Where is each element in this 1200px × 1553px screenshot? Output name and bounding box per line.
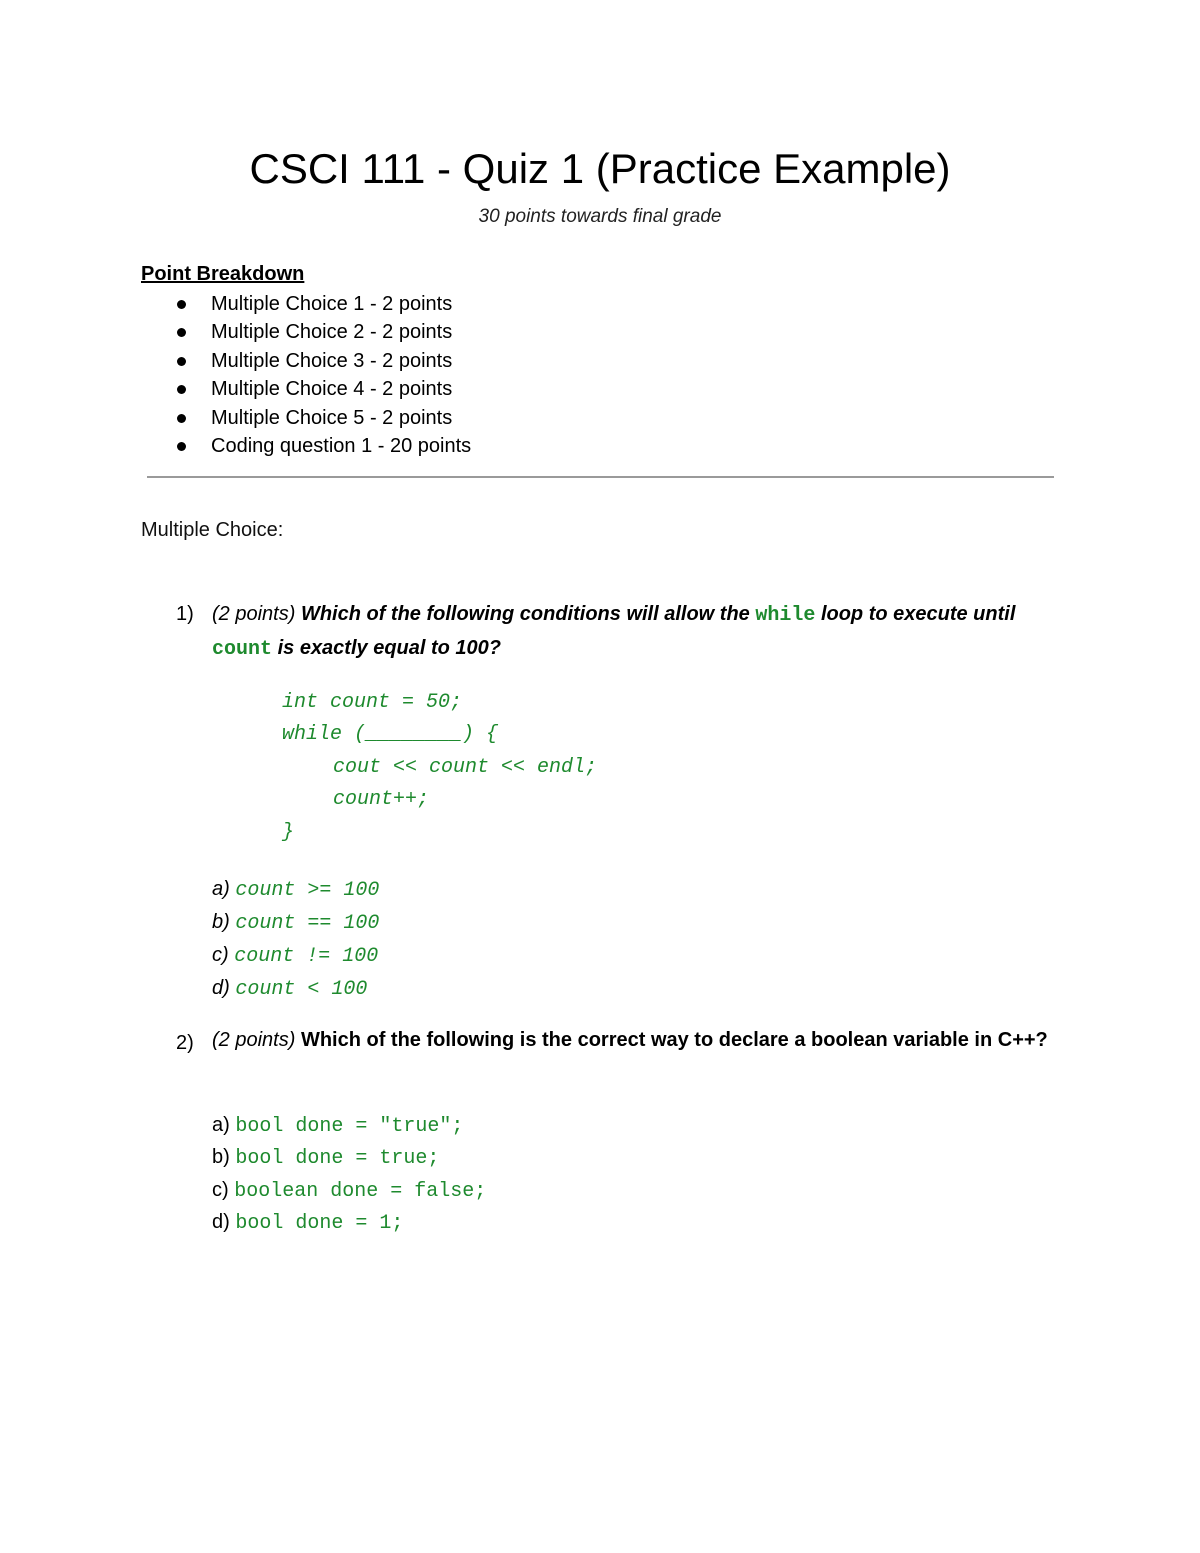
question-1-option-b (212, 910, 379, 936)
list-item (141, 377, 471, 405)
question-2-option-c (212, 1178, 486, 1204)
question-1-body-b: loop to execute until (820, 603, 1016, 625)
question-1-option-a (212, 877, 379, 903)
question-2-points: (2 points) (212, 1029, 296, 1051)
question-1-body-a: Which of the following conditions will allow the (300, 603, 750, 625)
code-line: cout << count << endl; (333, 756, 598, 779)
list-item-text: Multiple Choice 4 - 2 points (211, 378, 453, 401)
question-1-points: (2 points) (212, 603, 296, 625)
bullet-icon (177, 328, 186, 337)
option-code: bool done = "true"; (235, 1115, 464, 1138)
bullet-icon (177, 414, 186, 423)
question-1-number: 1) (176, 603, 194, 625)
option-code: count >= 100 (235, 879, 380, 902)
code-line: while (________) { (282, 723, 499, 746)
question-2-text (212, 1026, 1072, 1054)
option-code: count < 100 (235, 978, 368, 1001)
list-item-text: Coding question 1 - 20 points (211, 434, 472, 457)
option-label: b) (212, 911, 230, 933)
list-item-text: Multiple Choice 5 - 2 points (211, 406, 453, 429)
option-label: a) (212, 1114, 230, 1136)
list-item-text: Multiple Choice 3 - 2 points (211, 349, 453, 372)
option-code: count != 100 (234, 945, 379, 968)
bullet-icon (177, 442, 186, 451)
horizontal-rule (147, 476, 1054, 478)
option-label: c) (212, 944, 229, 966)
list-item-text: Multiple Choice 2 - 2 points (211, 321, 453, 344)
code-line: int count = 50; (282, 691, 463, 714)
point-breakdown-heading: Point Breakdown (141, 263, 305, 285)
code-line: count++; (333, 788, 430, 811)
option-label: d) (212, 1211, 230, 1233)
list-item (141, 406, 471, 434)
question-1-keyword-count: count (212, 638, 273, 661)
option-code: bool done = true; (235, 1147, 440, 1170)
question-2-option-a (212, 1113, 463, 1139)
option-code: boolean done = false; (234, 1180, 487, 1203)
question-2-body: Which of the following is the correct way to declare a boolean variable in C++? (300, 1029, 1048, 1051)
question-2-option-d (212, 1210, 403, 1236)
option-label: b) (212, 1146, 230, 1168)
question-1-text (212, 598, 1062, 666)
question-2-option-b (212, 1145, 439, 1171)
option-code: bool done = 1; (235, 1212, 404, 1235)
option-code: count == 100 (235, 912, 380, 935)
list-item-text: Multiple Choice 1 - 2 points (211, 293, 453, 315)
list-item (141, 349, 471, 377)
question-1-option-c (212, 943, 378, 969)
option-label: a) (212, 878, 230, 900)
question-1-option-d (212, 976, 367, 1002)
question-2-number: 2) (176, 1032, 194, 1054)
list-item (141, 434, 471, 462)
bullet-icon (177, 385, 186, 394)
question-1-keyword-while: while (755, 604, 816, 627)
bullet-icon (177, 300, 186, 309)
option-label: d) (212, 977, 230, 999)
list-item (141, 320, 471, 348)
code-line: } (282, 821, 295, 844)
question-1-body-c: is exactly equal to 100? (277, 637, 502, 659)
page-title: CSCI 111 - Quiz 1 (Practice Example) (249, 145, 951, 192)
option-label: c) (212, 1179, 229, 1201)
bullet-icon (177, 357, 186, 366)
section-label: Multiple Choice: (141, 519, 284, 541)
point-breakdown-list (141, 292, 471, 462)
list-item (141, 292, 471, 320)
page-subtitle: 30 points towards final grade (478, 206, 722, 227)
